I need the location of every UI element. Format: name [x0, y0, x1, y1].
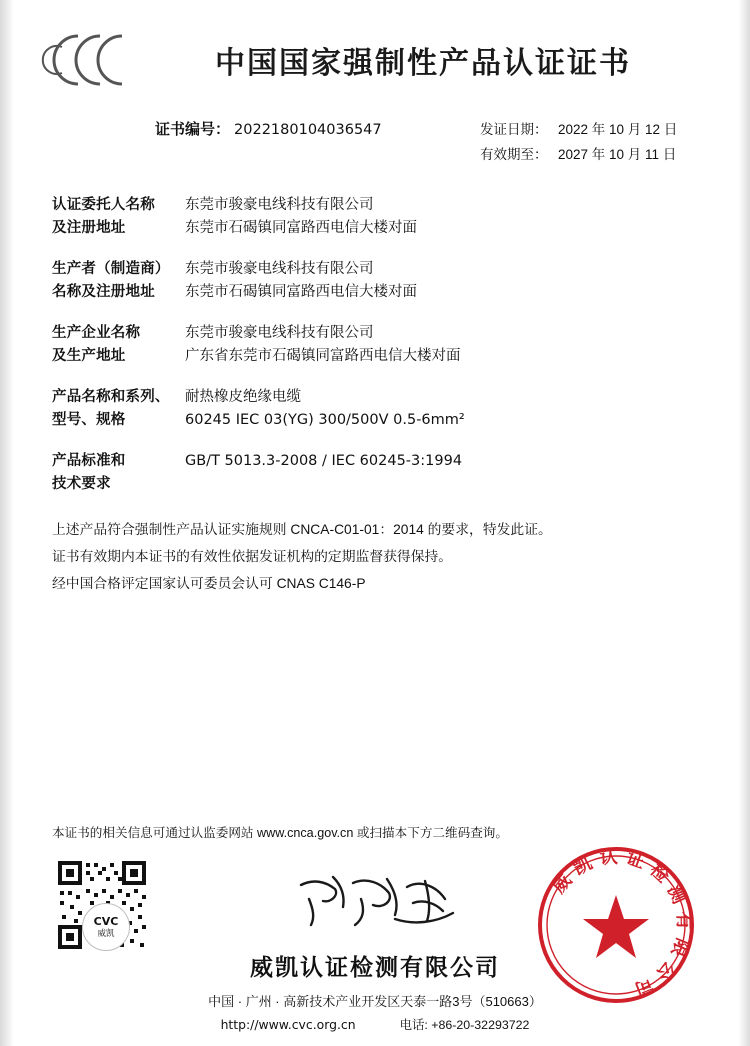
field-label: [52, 450, 185, 497]
field-label-line: 认证委托人名称: [52, 196, 155, 213]
company-phone: 电话: +86-20-32293722: [399, 1017, 530, 1032]
field-value: [185, 450, 710, 473]
field-row: [52, 322, 710, 369]
field-label-line: 生产企业名称: [52, 324, 141, 341]
note-line: 上述产品符合强制性产品认证实施规则 CNCA-C01-01：2014 的要求，特发此证。: [52, 521, 552, 537]
field-value: [185, 386, 710, 433]
field-value-line: 东莞市骏豪电线科技有限公司: [185, 196, 374, 213]
field-value-line: 东莞市骏豪电线科技有限公司: [185, 260, 374, 277]
issuing-company-name: 威凯认证检测有限公司: [250, 954, 500, 980]
fields-block: [0, 194, 750, 497]
issue-date-label: 发证日期：: [480, 122, 548, 137]
field-value-line: 东莞市石碣镇同富路西电信大楼对面: [185, 220, 417, 237]
field-value-line: 东莞市骏豪电线科技有限公司: [185, 324, 374, 341]
company-website-link[interactable]: http://www.cvc.org.cn: [220, 1016, 356, 1032]
field-label-line: 产品标准和: [52, 452, 126, 469]
field-value-line: 60245 IEC 03(YG) 300/500V 0.5-6mm²: [185, 412, 465, 429]
field-label: [52, 194, 185, 241]
field-value-line: 东莞市石碣镇同富路西电信大楼对面: [185, 284, 417, 301]
issue-date-row: [480, 118, 710, 143]
field-row: [52, 450, 710, 497]
cvc-logo-subtext: 威凯: [97, 928, 115, 939]
field-value: [185, 194, 710, 241]
contact-row: [0, 1014, 750, 1037]
field-label: [52, 386, 185, 433]
valid-until-label: 有效期至：: [480, 146, 548, 162]
field-label: [52, 258, 185, 305]
field-label-line: 及生产地址: [52, 348, 126, 365]
certificate-number-value: 2022180104036547: [234, 122, 382, 138]
ccc-mark-icon: [32, 27, 136, 93]
handwritten-signature-icon: [295, 869, 465, 931]
issue-date-value: 2022 年 10 月 12 日: [558, 122, 678, 137]
cvc-logo-text: CVC: [93, 915, 119, 929]
field-row: [52, 386, 710, 433]
certificate-number-row: [0, 118, 750, 168]
field-value-line: 广东省东莞市石碣镇同富路西电信大楼对面: [185, 348, 461, 365]
field-label: [52, 322, 185, 369]
notes-block: [0, 517, 750, 598]
valid-until-row: [480, 143, 710, 168]
dates-block: [480, 118, 710, 168]
verification-note: 本证书的相关信息可通过认监委网站 www.cnca.gov.cn 或扫描本下方二维码查询。: [52, 826, 508, 840]
note-line: 经中国合格评定国家认可委员会认可 CNAS C146-P: [52, 575, 366, 591]
field-label-line: 产品名称和系列、: [52, 388, 170, 405]
field-value: [185, 258, 710, 305]
page-title: 中国国家强制性产品认证证书: [215, 46, 631, 81]
cvc-logo: [82, 903, 130, 951]
company-address-block: [0, 991, 750, 1036]
certificate-number: [155, 118, 480, 139]
field-row: [52, 258, 710, 305]
field-label-line: 技术要求: [52, 476, 111, 493]
field-label-line: 型号、规格: [52, 412, 126, 429]
field-value: [185, 322, 710, 369]
field-value-line: GB/T 5013.3-2008 / IEC 60245-3:1994: [185, 452, 463, 469]
certificate-footer: [0, 814, 750, 1046]
certificate-number-label: 证书编号：: [155, 121, 231, 138]
footer-body: [0, 841, 750, 1031]
company-address: 中国 · 广州 · 高新技术产业开发区天泰一路3号（510663）: [208, 994, 542, 1009]
field-value-line: 耐热橡皮绝缘电缆: [185, 388, 301, 405]
field-label-line: 及注册地址: [52, 220, 126, 237]
note-line: 证书有效期内本证书的有效性依据发证机构的定期监督获得保持。: [52, 548, 453, 564]
svg-text:威凯认证检测有限公司: 威凯认证检测有限公司: [548, 846, 695, 1003]
field-row: [52, 194, 710, 241]
field-label-line: 生产者（制造商）: [52, 260, 170, 277]
valid-until-value: 2027 年 10 月 11 日: [558, 146, 677, 162]
certificate-header: [0, 0, 750, 90]
official-seal-stamp: [534, 843, 698, 1007]
field-label-line: 名称及注册地址: [52, 284, 155, 301]
